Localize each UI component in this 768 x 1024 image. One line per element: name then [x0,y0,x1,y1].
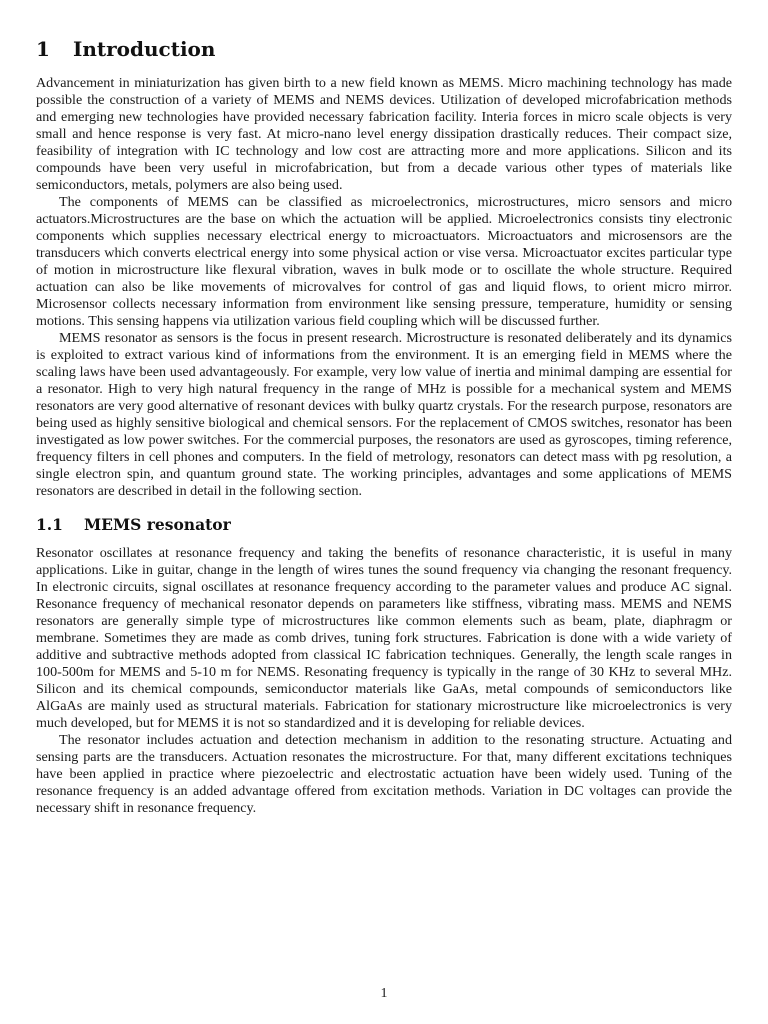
paragraph: MEMS resonator as sensors is the focus in present research. Microstructure is resonated deliberately and its dynamics is exploited to extract various kind of informations from the environment. It is an emerging field in MEMS where the scaling laws have been used advantageously. For example, very low value of inertia and minimal damping are essential for a resonator. High to very high natural frequency in the range of MHz is possible for a mechanical system and MEMS resonators are very good alternative of resonant devices with bulky quartz crystals. For the research purpose, resonators are being used as highly sensitive biological and chemical sensors. For the replacement of CMOS switches, resonator has been investigated as low power switches. For the commercial purposes, the resonators are used as gyroscopes, timing reference, frequency filters in cell phones and computers. In the field of metrology, resonators can detect mass with pg resolution, a single electron spin, and quantum ground state. The working principles, advantages and some applications of MEMS resonators are described in detail in the following section. [36,330,732,499]
section-heading [36,36,732,62]
document-page [36,36,732,817]
paragraph: The resonator includes actuation and detection mechanism in addition to the resonating structure. Actuating and sensing parts are the transducers. Actuation resonates the microstructure. For that, many different excitations techniques have been applied in practice where piezoelectric and electrostatic actuation have been widely used. Tuning of the resonance frequency is an added advantage offered from excitation methods. Variation in DC voltages can provide the necessary shift in resonance frequency. [36,732,732,816]
paragraph: Resonator oscillates at resonance frequency and taking the benefits of resonance characteristic, it is useful in many applications. Like in guitar, change in the length of wires tunes the sound frequency via changing the resonant frequency. In electronic circuits, signal oscillates at resonance frequency according to the parameter values and produce AC signal. Resonance frequency of mechanical resonator depends on parameters like stiffness, vibrating mass. MEMS and NEMS resonators are generally simple type of microstructures like common elements such as beam, plate, diaphragm or membrane. Sometimes they are made as comb drives, tuning fork structures. Fabrication is done with a wide variety of additive and subtractive methods adopted from classical IC fabrication techniques. Generally, the length scale ranges in 100-500m for MEMS and 5-10 m for NEMS. Resonating frequency is typically in the range of 30 KHz to several MHz. Silicon and its chemical compounds, semiconductor materials like GaAs, metal compounds of semiconductors like AlGaAs are mainly used as structural materials. Fabrication for stationary microstructure like microelectronics is very much developed, but for MEMS it is not so standardized and it is developing for reliable devices. [36,545,732,731]
subsection-title: MEMS resonator [84,515,231,534]
section-title: Introduction [73,37,216,61]
paragraph: The components of MEMS can be classified as microelectronics, microstructures, micro sensors and micro actuators.Microstructures are the base on which the actuation will be applied. Microelectronics consists tiny electronic components which supplies necessary electrical energy to microactuators. Microactuators and microsensors are the transducers which converts electrical energy into some physical action or vise versa. Microactuator excites particular type of motion in microstructure like flexural vibration, waves in bulk mode or to oscillate the whole structure. Required actuation can also be like movements of microvalves for control of gas and liquid flows, to orient micro mirror. Microsensor collects necessary information from environment like sensing pressure, temperature, humidity or sensing motions. This sensing happens via utilization various field coupling which will be discussed further. [36,194,732,329]
page-number: 1 [380,986,388,1001]
subsection-number: 1.1 [36,515,63,534]
paragraph: Advancement in miniaturization has given birth to a new field known as MEMS. Micro machining technology has made possible the construction of a variety of MEMS and NEMS devices. Utilization of developed microfabrication methods and emerging new technologies have provided necessary fabrication facility. Interia forces in micro scale objects is very small and hence response is very fast. At micro-nano level energy dissipation drastically reduces. Their compact size, feasibility of integration with IC technology and low cost are attracting more and more applications. Silicon and its compounds have been very useful in microfabrication, but from a decade various other types of materials like semiconductors, metals, polymers are also being used. [36,75,732,193]
subsection-heading [36,514,732,536]
section-number: 1 [36,37,50,61]
